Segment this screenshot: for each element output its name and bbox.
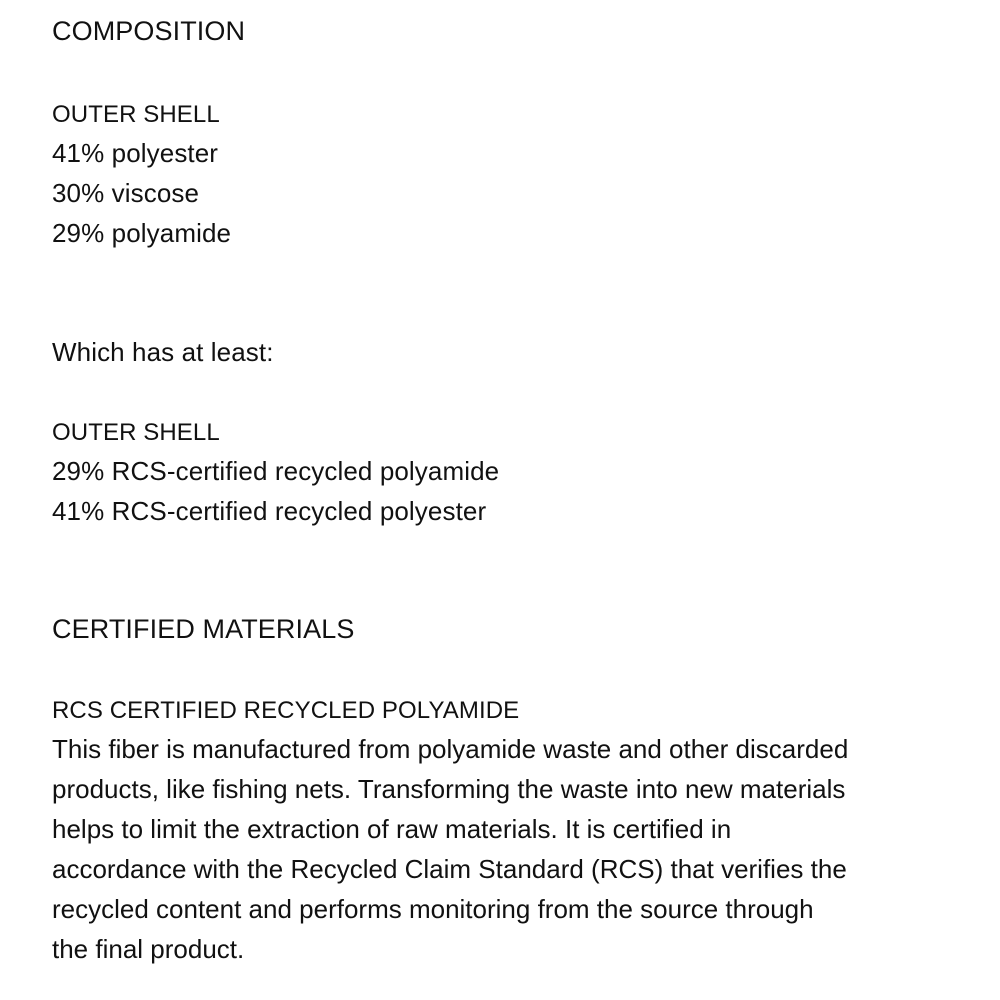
recycled-content-item: 29% RCS-certified recycled polyamide — [52, 456, 500, 486]
description-line: recycled content and performs monitoring from the source through — [52, 894, 814, 924]
outer-shell-label-recycled: OUTER SHELL — [52, 419, 220, 446]
composition-item: 41% polyester — [52, 138, 219, 168]
minimum-content-intro: Which has at least: — [52, 337, 274, 367]
description-line: products, like fishing nets. Transforming the waste into new materials — [52, 774, 846, 804]
certified-material-description — [52, 729, 952, 969]
description-line: helps to limit the extraction of raw materials. It is certified in — [52, 814, 732, 844]
composition-item: 29% polyamide — [52, 218, 232, 248]
outer-shell-label: OUTER SHELL — [52, 101, 220, 128]
composition-title: COMPOSITION — [52, 16, 246, 46]
certified-materials-title: CERTIFIED MATERIALS — [52, 614, 355, 644]
certified-material-name: RCS CERTIFIED RECYCLED POLYAMIDE — [52, 697, 520, 724]
composition-item: 30% viscose — [52, 178, 200, 208]
description-line: accordance with the Recycled Claim Standard (RCS) that verifies the — [52, 854, 847, 884]
description-line: This fiber is manufactured from polyamide waste and other discarded — [52, 734, 849, 764]
description-line: the final product. — [52, 934, 245, 964]
recycled-content-item: 41% RCS-certified recycled polyester — [52, 496, 487, 526]
